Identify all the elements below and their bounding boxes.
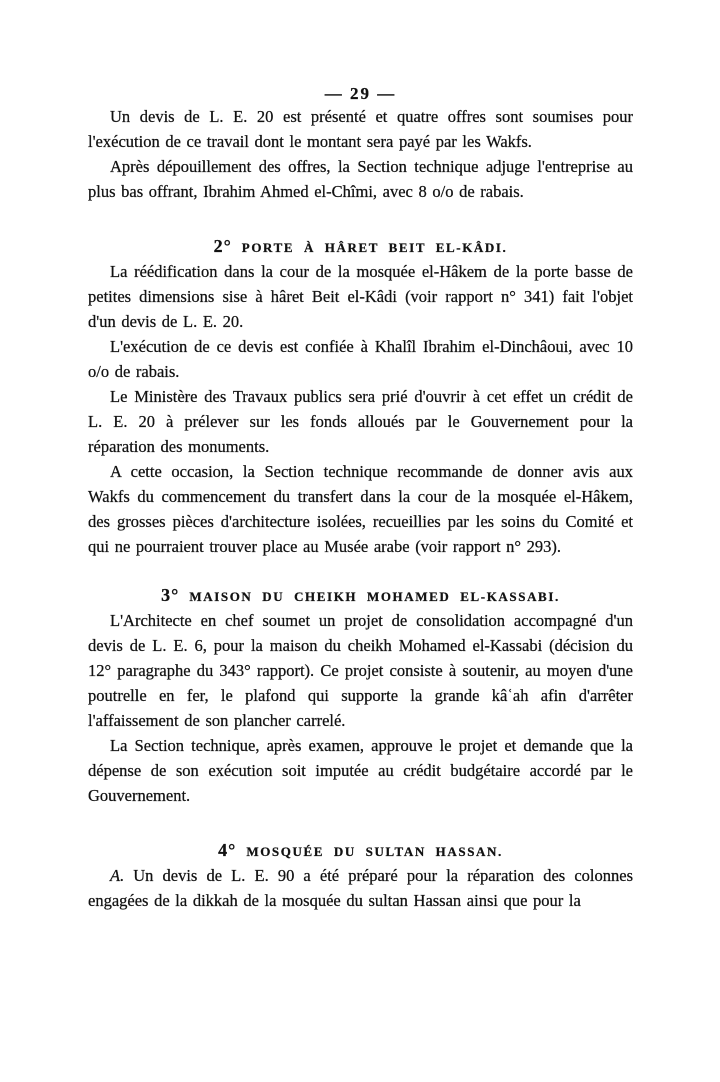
- paragraph-section3-2: La Section technique, après examen, approuve le projet et demande que la dépense de son exécution soit imputée au crédit budgétaire accordé par le Gouvernement.: [88, 736, 633, 805]
- section-4-heading: [88, 838, 633, 863]
- paragraph-section2-3: Le Ministère des Travaux publics sera prié d'ouvrir à cet effet un crédit de L. E. 20 à prélever sur les fonds alloués par le Gouvernement pour la réparation des monuments.: [88, 387, 633, 456]
- paragraph-section4-lead: A.: [110, 866, 125, 885]
- text-column: [88, 84, 633, 913]
- paragraph-section2-2: L'exécution de ce devis est confiée à Khalîl Ibrahim el-Dinchâoui, avec 10 o/o de rabais.: [88, 337, 633, 381]
- paragraph-intro-2: Après dépouillement des offres, la Section technique adjuge l'entreprise au plus bas offrant, Ibrahim Ahmed el-Chîmi, avec 8 o/o de rabais.: [88, 157, 633, 201]
- section-4-number: 4°: [218, 840, 237, 860]
- paragraph-section2-4: A cette occasion, la Section technique recommande de donner avis aux Wakfs du commencement du transfert dans la cour de la mosquée el-Hâkem, des grosses pièces d'architecture isolées, recueillies par les soins du Comité et qui ne pourraient trouver place au Musée arabe (voir rapport n° 293).: [88, 462, 633, 556]
- section-3-number: 3°: [161, 585, 180, 605]
- section-3-heading: [88, 583, 633, 608]
- paragraph-section3-1: L'Architecte en chef soumet un projet de consolidation accompagné d'un devis de L. E. 6, pour la maison du cheikh Mohamed el-Kassabi (décision du 12° paragraphe du 343° rapport). Ce projet consiste à soutenir, au moyen d'une poutrelle en fer, le plafond qui supporte la grande kâʿah afin d'arrêter l'affaissement de son plancher carrelé.: [88, 611, 633, 730]
- paragraph-intro-1: Un devis de L. E. 20 est présenté et quatre offres sont soumises pour l'exécution de ce travail dont le montant sera payé par les Wakfs.: [88, 107, 633, 151]
- paragraph-section4-text: Un devis de L. E. 90 a été préparé pour la réparation des colonnes engagées de la dikkah de la mosquée du sultan Hassan ainsi que pour la: [88, 866, 633, 910]
- page-number: — 29 —: [324, 84, 397, 103]
- section-2-number: 2°: [213, 236, 232, 256]
- section-2-title: PORTE À HÂRET BEIT EL-KÂDI.: [241, 240, 508, 255]
- section-3-title: MAISON DU CHEIKH MOHAMED EL-KASSABI.: [189, 589, 560, 604]
- section-2-heading: [88, 234, 633, 259]
- section-4-title: MOSQUÉE DU SULTAN HASSAN.: [246, 844, 503, 859]
- paragraph-section2-1: La réédification dans la cour de la mosquée el-Hâkem de la porte basse de petites dimensions sise à hâret Beit el-Kâdi (voir rapport n° 341) fait l'objet d'un devis de L. E. 20.: [88, 262, 633, 331]
- paragraph-section4-1: [88, 863, 633, 913]
